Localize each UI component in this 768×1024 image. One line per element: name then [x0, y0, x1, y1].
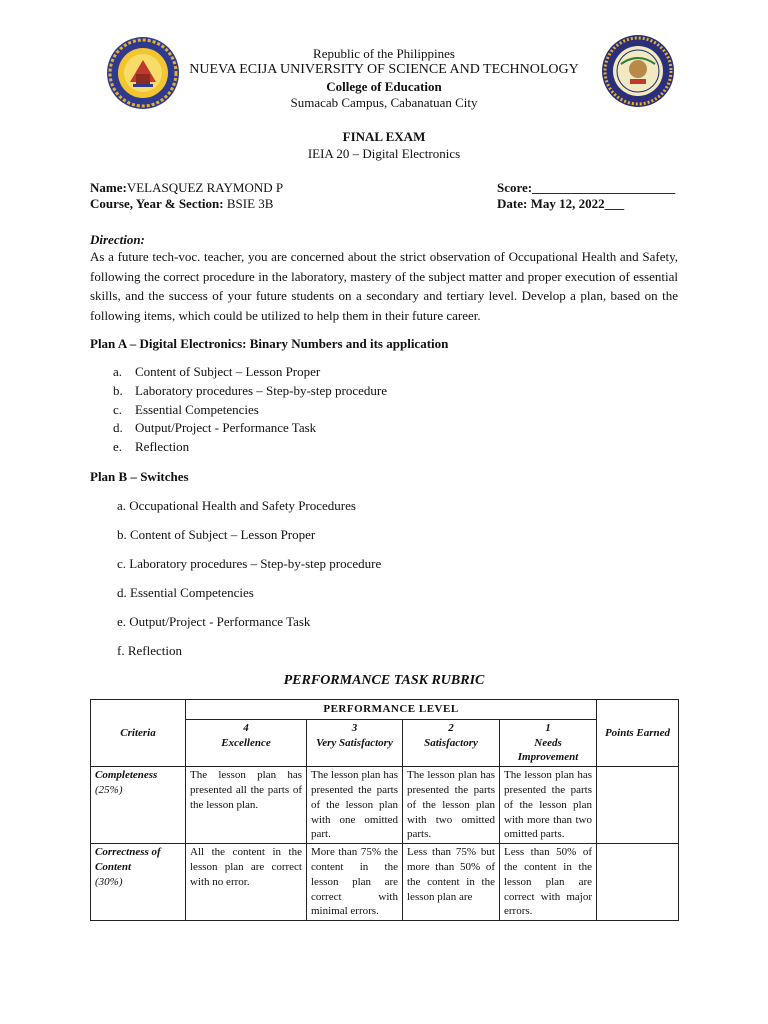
score-row	[497, 180, 675, 196]
points-earned-header: Points Earned	[597, 700, 679, 767]
name-value: VELASQUEZ RAYMOND P	[126, 180, 284, 195]
plan-a-item: d. Output/Project - Performance Task	[113, 420, 317, 435]
criterion-weight: (25%)	[95, 783, 123, 796]
rubric-cell: More than 75% the content in the lesson plan are correct with minimal errors.	[307, 844, 403, 921]
rubric-row	[91, 767, 679, 844]
plan-b-item: b. Content of Subject – Lesson Proper	[117, 527, 316, 542]
plan-b-item: d. Essential Competencies	[117, 585, 254, 600]
campus-line: Sumacab Campus, Cabanatuan City	[290, 95, 478, 110]
plan-b-title: Plan B – Switches	[90, 469, 189, 484]
course-label: Course, Year & Section:	[90, 196, 224, 211]
rubric-cell: All the content in the lesson plan are correct with no error.	[186, 844, 307, 921]
direction-text: As a future tech-voc. teacher, you are concerned about the strict observation of Occupational Health and Safety, following the correct procedure in the laboratory, mastery of the subject matter and proper execution of essential skills, and the success of your future students on a secondary and tertiary level. Develop a plan, based on the following items, which could be utilized to help them in their future career.	[90, 249, 678, 323]
criterion-name: Correctness of Content	[95, 846, 161, 873]
points-cell	[597, 844, 679, 921]
name-row	[90, 180, 283, 196]
plan-b-item: f. Reflection	[117, 643, 182, 658]
criterion-cell	[91, 844, 186, 921]
plan-a-item: c. Essential Competencies	[113, 402, 259, 417]
criteria-header: Criteria	[91, 700, 186, 767]
criterion-cell	[91, 767, 186, 844]
level-header: 3 Very Satisfactory	[307, 719, 403, 766]
course-value: BSIE 3B	[223, 196, 274, 211]
score-label: Score:	[497, 180, 533, 195]
date-row: Date: May 12, 2022___	[497, 196, 625, 211]
rubric-title: PERFORMANCE TASK RUBRIC	[283, 673, 485, 688]
exam-subtitle: IEIA 20 – Digital Electronics	[307, 146, 461, 161]
plan-b-item: e. Output/Project - Performance Task	[117, 614, 311, 629]
course-row	[90, 196, 273, 212]
level-header: 1 Needs Improvement	[500, 719, 597, 766]
performance-level-header: PERFORMANCE LEVEL	[186, 700, 597, 720]
university-name: NUEVA ECIJA UNIVERSITY OF SCIENCE AND TECHNOLOGY	[189, 62, 579, 77]
plan-a-item: e. Reflection	[113, 439, 190, 454]
rubric-cell: The lesson plan has presented the parts of the lesson plan with more than two omitted parts.	[500, 767, 597, 844]
points-cell	[597, 767, 679, 844]
rubric-table	[90, 699, 679, 921]
college-name: College of Education	[326, 79, 442, 94]
rubric-cell: The lesson plan has presented the parts of the lesson plan with two omitted parts.	[403, 767, 500, 844]
rubric-cell: Less than 75% but more than 50% of the content in the lesson plan are	[403, 844, 500, 921]
criterion-weight: (30%)	[95, 875, 123, 888]
score-blank: ______________________	[532, 180, 676, 195]
rubric-row	[91, 844, 679, 921]
exam-title: FINAL EXAM	[342, 129, 426, 144]
plan-a-title: Plan A – Digital Electronics: Binary Numbers and its application	[90, 336, 449, 351]
direction-label: Direction:	[90, 232, 145, 247]
name-label: Name:	[90, 180, 127, 195]
criterion-name: Completeness	[95, 769, 158, 782]
rubric-cell: The lesson plan has presented all the parts of the lesson plan.	[186, 767, 307, 844]
rubric-cell: Less than 50% of the content in the lesson plan are correct with major errors.	[500, 844, 597, 921]
republic-line: Republic of the Philippines	[313, 46, 455, 61]
level-header: 2 Satisfactory	[403, 719, 500, 766]
rubric-cell: The lesson plan has presented the parts of the lesson plan with one omitted part.	[307, 767, 403, 844]
plan-a-item: a. Content of Subject – Lesson Proper	[113, 364, 321, 379]
plan-a-item: b. Laboratory procedures – Step-by-step procedure	[113, 383, 387, 398]
plan-b-item: a. Occupational Health and Safety Procedures	[117, 498, 356, 513]
level-header: 4 Excellence	[186, 719, 307, 766]
plan-b-item: c. Laboratory procedures – Step-by-step procedure	[117, 556, 382, 571]
